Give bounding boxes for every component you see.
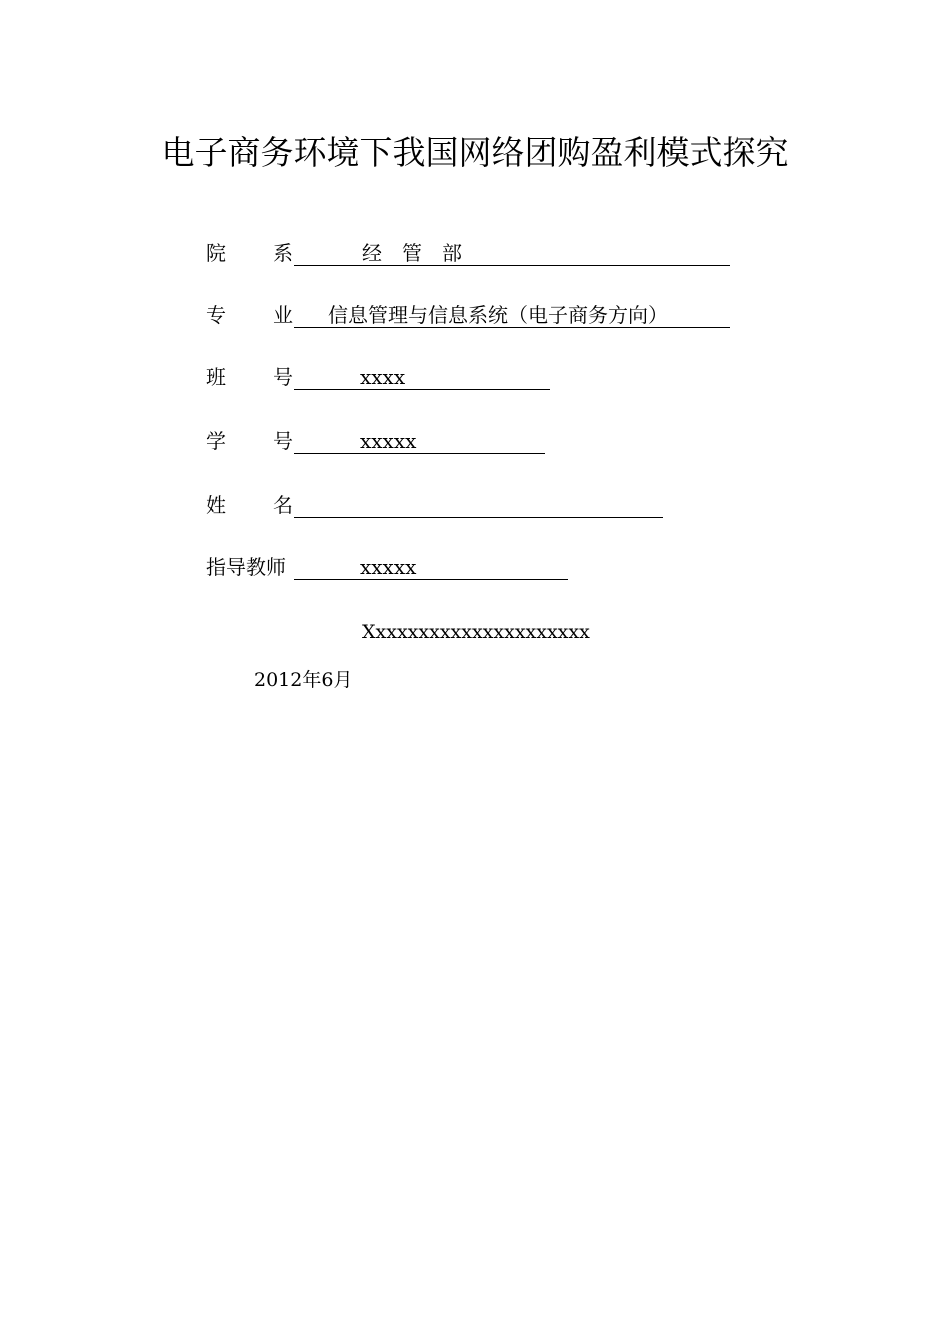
field-value-underline — [294, 490, 663, 518]
date-text: 2012年6月 — [254, 669, 353, 691]
field-label — [206, 552, 294, 582]
label-char: 名 — [273, 493, 293, 517]
field-label — [206, 490, 294, 520]
field-value-underline — [294, 300, 730, 328]
field-value-underline — [294, 362, 550, 390]
label-char: 号 — [273, 429, 293, 453]
label-char: 业 — [273, 303, 293, 327]
field-label — [206, 238, 294, 268]
field-value: xxxxx — [360, 429, 417, 453]
label-char: 系 — [273, 241, 293, 265]
field-value-underline — [294, 426, 545, 454]
label-char: 院 — [206, 241, 226, 265]
label-char: 专 — [206, 303, 226, 327]
field-label — [206, 426, 294, 456]
field-value: xxxxx — [360, 555, 417, 579]
label-char: 号 — [273, 365, 293, 389]
label-char: 学 — [206, 429, 226, 453]
field-value-underline — [294, 238, 730, 266]
label-text: 指导教师 — [206, 555, 286, 579]
institution-text: Xxxxxxxxxxxxxxxxxxxxx — [362, 621, 590, 643]
label-char: 姓 — [206, 493, 226, 517]
field-value: xxxx — [360, 365, 406, 389]
label-char: 班 — [206, 365, 226, 389]
field-value: 经 管 部 — [362, 241, 462, 265]
field-label — [206, 362, 294, 392]
document-title: 电子商务环境下我国网络团购盈利模式探究 — [161, 133, 789, 172]
field-label — [206, 300, 294, 330]
field-value: 信息管理与信息系统（电子商务方向） — [328, 303, 668, 327]
field-value-underline — [294, 552, 568, 580]
